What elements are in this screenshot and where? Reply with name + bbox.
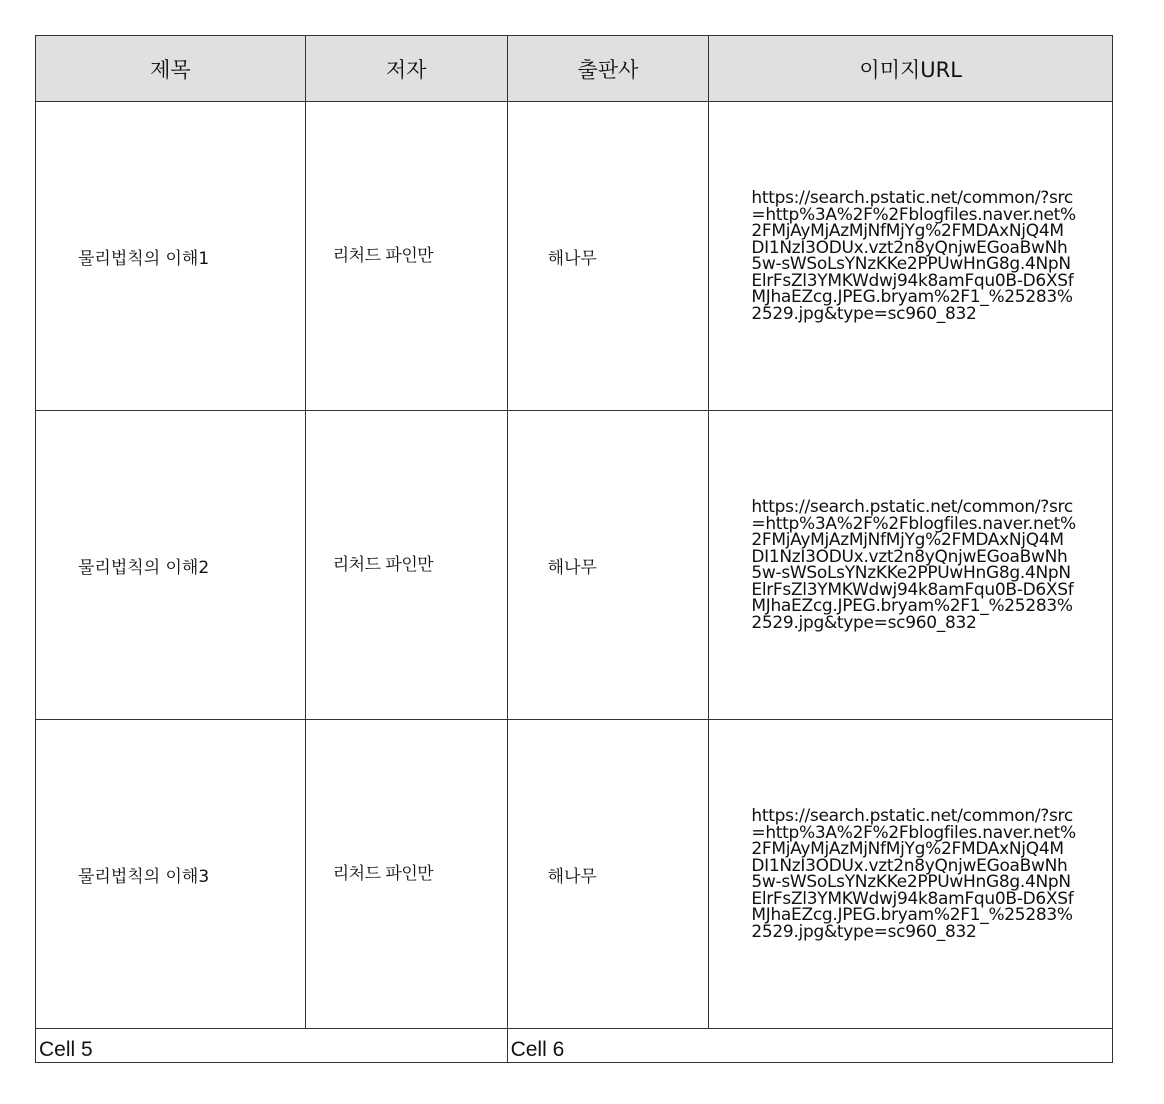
cell-author: 리처드 파인만 — [332, 554, 434, 575]
cell-publisher: 해나무 — [547, 866, 597, 887]
header-image-url: 이미지URL — [859, 57, 962, 82]
header-author: 저자 — [306, 36, 508, 101]
table-header-row — [36, 36, 1112, 102]
footer-cell-6: Cell 6 — [510, 1038, 565, 1061]
header-title: 제목 — [36, 36, 306, 101]
cell-image-url: https://search.pstatic.net/common/?src=http%3A%2F%2Fblogfiles.naver.net%2FMjAyMjAzMjNfMjYg%2FMDAxNjQ4MDI1NzI3ODUx.vzt2n8yQnjwEGoaBwNh5w-sWSoLsYNzKKe2PPUwHnG8g.4NpNElrFsZl3YMKWdwj94k8amFqu0B-D6XSfMJhaEZcg.JPEG.bryam%2F1_%25283%2529.jpg&type=sc960_832 — [751, 806, 1076, 942]
cell-author: 리처드 파인만 — [332, 863, 434, 884]
cell-author: 리처드 파인만 — [332, 245, 434, 266]
header-publisher: 출판사 — [508, 36, 710, 101]
books-table — [35, 35, 1113, 1063]
table-row — [36, 102, 1112, 411]
cell-title: 물리법칙의 이해2 — [78, 557, 210, 578]
cell-publisher: 해나무 — [547, 248, 597, 269]
table-row — [36, 720, 1112, 1029]
cell-title: 물리법칙의 이해3 — [78, 866, 210, 887]
footer-cell-5: Cell 5 — [36, 1029, 508, 1062]
cell-image-url: https://search.pstatic.net/common/?src=http%3A%2F%2Fblogfiles.naver.net%2FMjAyMjAzMjNfMjYg%2FMDAxNjQ4MDI1NzI3ODUx.vzt2n8yQnjwEGoaBwNh5w-sWSoLsYNzKKe2PPUwHnG8g.4NpNElrFsZl3YMKWdwj94k8amFqu0B-D6XSfMJhaEZcg.JPEG.bryam%2F1_%25283%2529.jpg&type=sc960_832 — [751, 188, 1076, 324]
cell-title: 물리법칙의 이해1 — [78, 248, 210, 269]
cell-publisher: 해나무 — [547, 557, 597, 578]
table-row — [36, 411, 1112, 720]
cell-image-url: https://search.pstatic.net/common/?src=http%3A%2F%2Fblogfiles.naver.net%2FMjAyMjAzMjNfMjYg%2FMDAxNjQ4MDI1NzI3ODUx.vzt2n8yQnjwEGoaBwNh5w-sWSoLsYNzKKe2PPUwHnG8g.4NpNElrFsZl3YMKWdwj94k8amFqu0B-D6XSfMJhaEZcg.JPEG.bryam%2F1_%25283%2529.jpg&type=sc960_832 — [751, 497, 1076, 633]
table-footer-row — [36, 1029, 1112, 1062]
